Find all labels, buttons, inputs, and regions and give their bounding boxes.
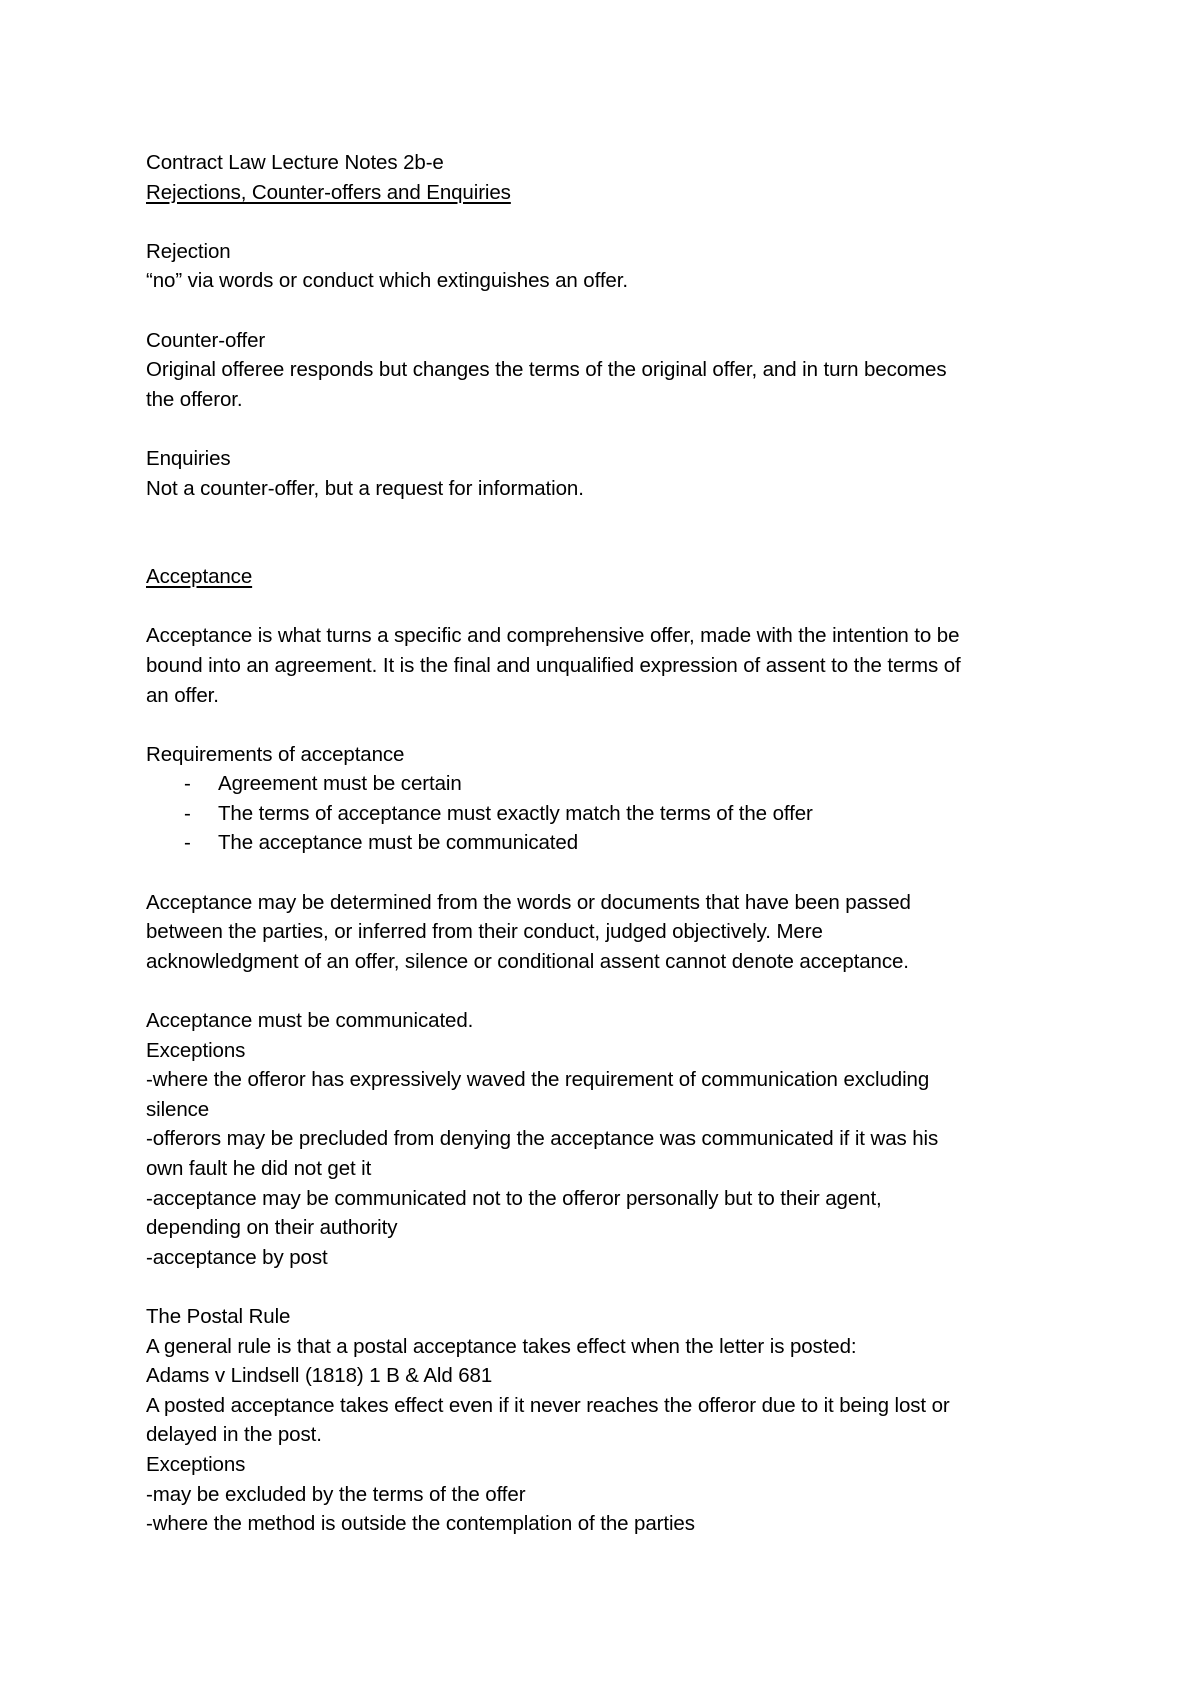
list-item [146,828,1066,858]
exception-line: silence [146,1097,210,1121]
postal-exception-line: -where the method is outside the contemplation of the parties [146,1512,695,1536]
postal-exception-line: -may be excluded by the terms of the offer [146,1482,526,1506]
rejection-text: “no” via words or conduct which extinguishes an offer. [146,269,628,293]
bullet-dash: - [184,801,191,825]
exception-line: -acceptance by post [146,1245,328,1269]
document-body [146,148,1066,1539]
postal-exceptions-heading: Exceptions [146,1452,246,1476]
exception-line: -where the offeror has expressively waved the requirement of communication excluding [146,1068,930,1092]
acceptance-heading: Acceptance [146,565,253,589]
list-item [146,769,1066,799]
postal-rule-line: A general rule is that a postal acceptance takes effect when the letter is posted: [146,1334,857,1358]
exception-line: -offerors may be precluded from denying the acceptance was communicated if it was his [146,1127,939,1151]
bullet-dash: - [184,772,191,796]
postal-rule-line: A posted acceptance takes effect even if it never reaches the offeror due to it being lost or [146,1393,950,1417]
determination-line: Acceptance may be determined from the words or documents that have been passed [146,890,911,914]
list-item [146,799,1066,829]
counter-offer-line: Original offeree responds but changes the terms of the original offer, and in turn becomes [146,358,947,382]
counter-offer-line: the offeror. [146,387,243,411]
document-subtitle: Rejections, Counter-offers and Enquiries [146,180,511,204]
postal-rule-heading: The Postal Rule [146,1304,291,1328]
determination-line: between the parties, or inferred from their conduct, judged objectively. Mere [146,920,823,944]
list-item-text: Agreement must be certain [218,772,462,796]
counter-offer-heading: Counter-offer [146,328,266,352]
enquiries-heading: Enquiries [146,446,231,470]
exception-line: depending on their authority [146,1216,398,1240]
list-item-text: The acceptance must be communicated [218,831,578,855]
list-item-text: The terms of acceptance must exactly match the terms of the offer [218,801,813,825]
determination-line: acknowledgment of an offer, silence or conditional assent cannot denote acceptance. [146,949,909,973]
acceptance-intro-line: Acceptance is what turns a specific and comprehensive offer, made with the intention to be [146,624,960,648]
acceptance-intro-line: an offer. [146,683,219,707]
requirements-list [146,769,1066,858]
enquiries-text: Not a counter-offer, but a request for information. [146,476,584,500]
acceptance-intro-line: bound into an agreement. It is the final and unqualified expression of assent to the terms of [146,653,961,677]
exception-line: -acceptance may be communicated not to the offeror personally but to their agent, [146,1186,882,1210]
exception-line: own fault he did not get it [146,1157,372,1180]
document-title: Contract Law Lecture Notes 2b-e [146,151,444,174]
requirements-heading: Requirements of acceptance [146,742,405,766]
communicated-text: Acceptance must be communicated. [146,1009,474,1033]
postal-rule-line: delayed in the post. [146,1423,322,1447]
rejection-heading: Rejection [146,239,231,263]
bullet-dash: - [184,831,191,855]
postal-rule-line: Adams v Lindsell (1818) 1 B & Ald 681 [146,1364,493,1388]
exceptions-heading: Exceptions [146,1038,246,1062]
